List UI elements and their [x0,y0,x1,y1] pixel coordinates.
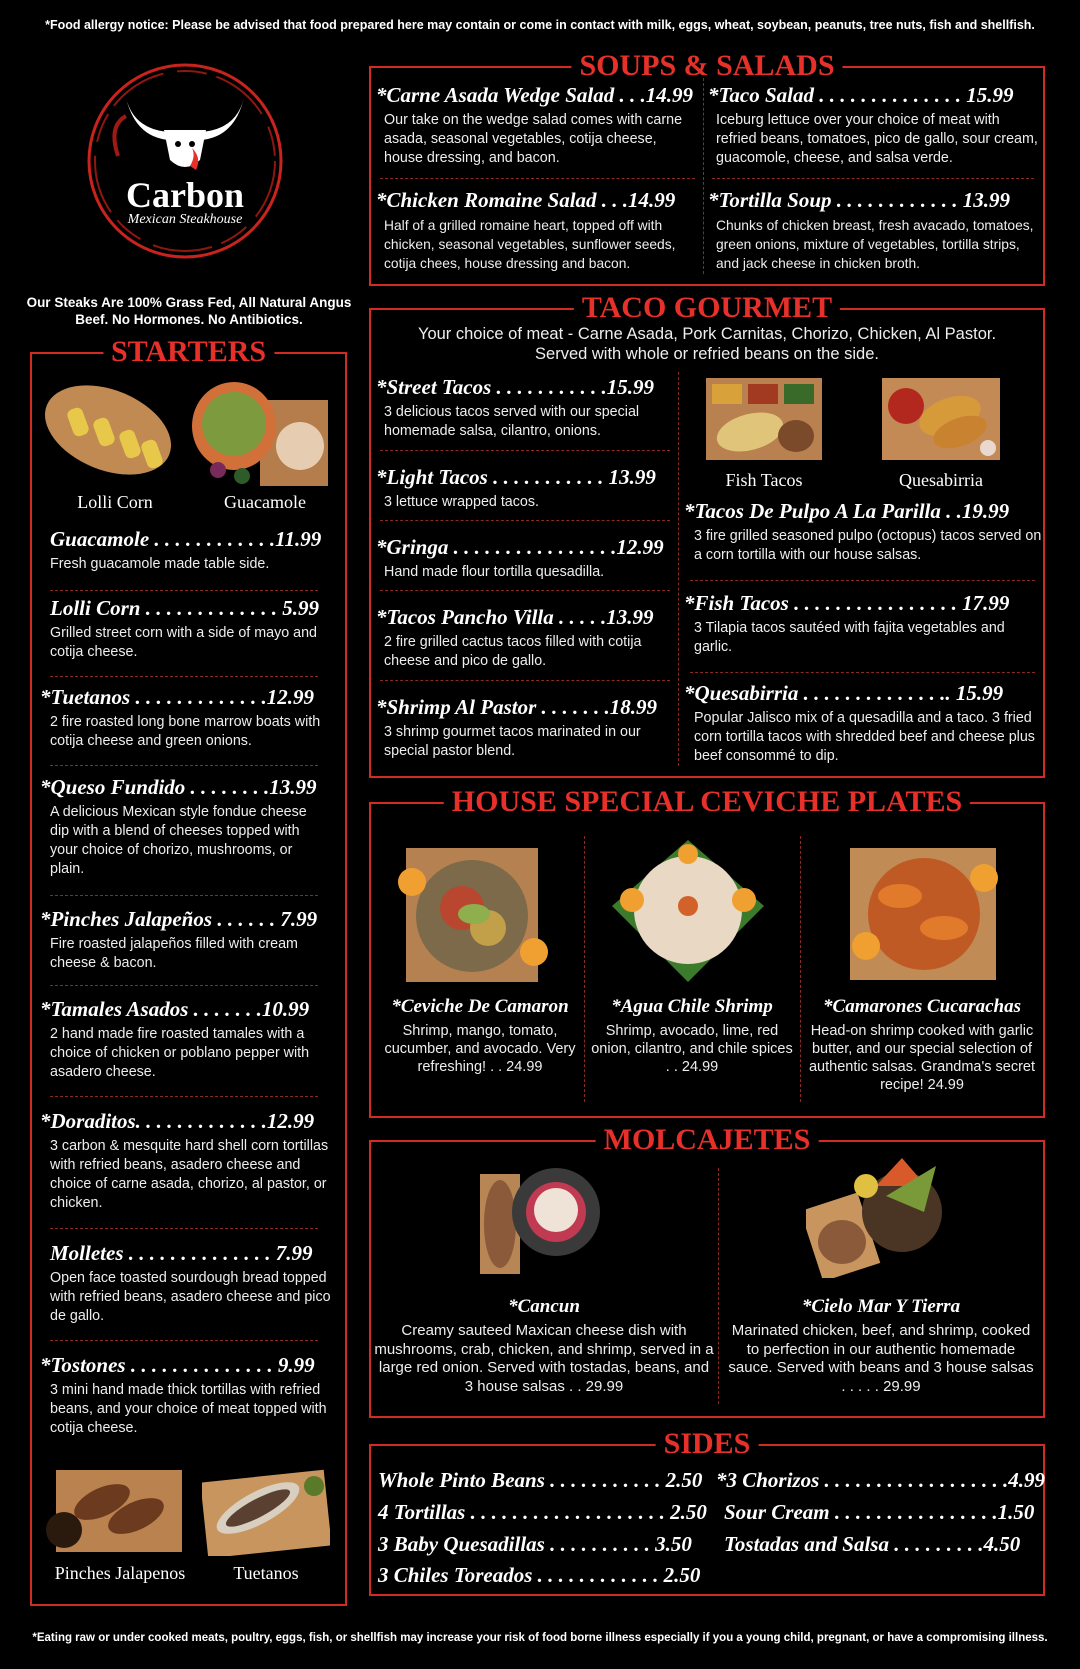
item-name: *Light Tacos . . . . . . . . . . . 13.99 [376,465,656,489]
item-desc: Our take on the wedge salad comes with carne asada, seasonal vegetables, cotija cheese, house dressing, and bacon. [384,112,683,166]
pinches-jalapenos-photo [44,1468,184,1556]
item-desc: Half of a grilled romaine heart, topped off with chicken, seasonal vegetables, sunflower seeds, cotija chees, house dressing and bacon. [384,218,676,271]
item-desc: Marinated chicken, beef, and shrimp, cooked to perfection in our authentic homemade sauce. Served with beans and 3 house salsas . . . . . 29.99 [728,1322,1034,1395]
item-desc: Fresh guacamole made table side. [50,556,270,572]
tagline: Our Steaks Are 100% Grass Fed, All Natural Angus Beef. No Hormones. No Antibiotics. [26,295,352,327]
tacos-intro-1: Your choice of meat - Carne Asada, Pork Carnitas, Chorizo, Chicken, Al Pastor. [417,325,997,343]
raw-food-notice: *Eating raw or under cooked meats, poultry, eggs, fish, or shellfish may increase your risk of food borne illness especially if you a young child, pregnant, or have a compromising illness. [32,1632,1048,1644]
soups-title: SOUPS & SALADS [571,48,842,84]
side-item: *3 Chorizos . . . . . . . . . . . . . . . . . .4.99 [716,1468,1046,1492]
side-item: Sour Cream . . . . . . . . . . . . . . . .1.50 [724,1500,1035,1524]
item-name: *Gringa . . . . . . . . . . . . . . . .12.99 [376,535,664,559]
ceviche-item-cucarachas [804,996,1040,1094]
molcajetes-title: MOLCAJETES [596,1122,819,1158]
fish-tacos-photo [704,376,824,462]
item-desc: Grilled street corn with a side of mayo and cotija cheese. [50,625,317,660]
item-name: *Shrimp Al Pastor . . . . . . .18.99 [376,695,658,719]
item-name: *Doraditos. . . . . . . . . . . . .12.99 [40,1109,315,1133]
soup-item-carne-asada-wedge [376,82,698,168]
guacamole-photo [190,380,330,488]
bull-icon [126,98,244,167]
item-name: *Cancun [508,1296,580,1317]
lolli-corn-photo [40,378,176,482]
item-name: Guacamole . . . . . . . . . . . .11.99 [50,527,322,551]
ceviche-title: HOUSE SPECIAL CEVICHE PLATES [444,784,970,820]
side-item: 3 Baby Quesadillas . . . . . . . . . . 3.50 [378,1532,692,1556]
brand-name: Carbon [125,175,245,215]
item-name: *Tuetanos . . . . . . . . . . . . .12.99 [40,685,314,709]
logo-ring [78,56,292,266]
side-item: 4 Tortillas . . . . . . . . . . . . . . . . . . . 2.50 [378,1500,707,1524]
item-name: *Tamales Asados . . . . . . .10.99 [40,997,310,1021]
camarones-cucarachas-photo [840,838,1006,990]
item-desc: Fire roasted jalapeños filled with cream cheese & bacon. [50,936,298,971]
item-desc: Open face toasted sourdough bread topped with refried beans, asadero cheese and pico de gallo. [50,1270,331,1324]
cancun-photo [474,1162,604,1278]
side-item: Whole Pinto Beans . . . . . . . . . . . 2.50 [378,1468,703,1492]
item-desc: 2 fire grilled cactus tacos filled with cotija cheese and pico de gallo. [384,634,642,669]
photo-caption-guacamole: Guacamole [224,492,306,512]
item-desc: Shrimp, mango, tomato, cucumber, and avocado. Very refreshing! . . 24.99 [384,1023,576,1075]
cielo-mar-y-tierra-photo [806,1156,950,1278]
starter-item-tostones [40,1352,340,1438]
item-desc: 2 hand made fire roasted tamales with a choice of chicken or poblano pepper with asadero cheese. [50,1026,310,1080]
photo-caption-tuetanos: Tuetanos [233,1563,299,1583]
item-desc: 3 carbon & mesquite hard shell corn tortillas with refried beans, asadero cheese and choice of carne asada, chorizo, al pastor, or chicken. [50,1138,329,1211]
item-name: *Ceviche De Camaron [391,996,569,1017]
starter-item-pinches-jalapenos [40,906,340,973]
item-name: *Pinches Jalapeños . . . . . . 7.99 [40,907,318,931]
item-desc: 2 fire roasted long bone marrow boats with cotija cheese and green onions. [50,714,321,749]
item-desc: 3 fire grilled seasoned pulpo (octopus) tacos served on a corn tortilla with our house salsas. [694,528,1042,563]
logo [78,56,292,266]
starter-item-molletes [50,1240,340,1326]
quesabirria-photo [880,376,1002,462]
item-name: *Fish Tacos . . . . . . . . . . . . . . . . 17.99 [684,591,1010,615]
item-name: *Agua Chile Shrimp [611,996,773,1017]
item-name: *Cielo Mar Y Tierra [801,1296,961,1317]
starter-item-guacamole [50,526,340,574]
taco-item-pulpo [684,498,1042,565]
molcajete-item-cancun [374,1296,714,1396]
starter-item-doraditos [40,1108,340,1213]
taco-item-shrimp-al-pastor [376,694,676,761]
soup-item-chicken-romaine [376,187,704,273]
allergy-notice: *Food allergy notice: Please be advised that food prepared here may contain or come in contact with milk, eggs, wheat, soybean, peanuts, tree nuts, fish and shellfish. [45,18,1035,32]
item-name: *Tacos Pancho Villa . . . . .13.99 [376,605,654,629]
item-desc: Iceburg lettuce over your choice of meat with refried beans, tomatoes, pico de gallo, sour cream, guacomole, cheese, and salsa verde. [716,112,1038,166]
agua-chile-shrimp-photo [608,836,768,986]
soup-item-taco-salad [708,82,1040,168]
tacos-title: TACO GOURMET [574,290,840,326]
item-desc: Creamy sauteed Maxican cheese dish with mushrooms, crab, chicken, and shrimp, served in a large red onion. Served with tostadas, beans, and 3 house salsas . . 29.99 [374,1322,714,1395]
taco-item-pancho-villa [376,604,676,671]
taco-item-street-tacos [376,374,676,441]
photo-caption-fish-tacos: Fish Tacos [725,470,803,490]
item-desc: 3 Tilapia tacos sautéed with fajita vegetables and garlic. [694,620,1005,655]
molcajete-item-cielo-mar-y-tierra [726,1296,1036,1396]
photo-caption-pinches-jalapenos: Pinches Jalapenos [54,1563,186,1583]
side-item: 3 Chiles Toreados . . . . . . . . . . . . 2.50 [378,1563,701,1587]
item-desc: Chunks of chicken breast, fresh avacado, tomatoes, green onions, mixture of vegetables, tortilla strips, and jack cheese in chicken broth. [716,218,1034,271]
item-desc: A delicious Mexican style fondue cheese dip with a blend of cheeses topped with your choice of chorizo, mushrooms, or plain. [50,804,307,877]
item-desc: Popular Jalisco mix of a quesadilla and a taco. 3 fried corn tortilla tacos with shredded beef and cheese plus beef consommé to dip. [694,710,1035,764]
tuetanos-photo [202,1464,330,1556]
sides-title: SIDES [656,1426,759,1462]
taco-item-gringa [376,534,676,582]
item-desc: 3 mini hand made thick tortillas with refried beans, and your choice of meat topped with cotija cheese. [50,1382,327,1436]
starter-item-queso-fundido [40,774,340,879]
starter-item-lolli-corn [50,595,340,662]
photo-caption-lolli-corn: Lolli Corn [77,492,153,512]
taco-item-quesabirria [684,680,1042,766]
item-desc: Shrimp, avocado, lime, red onion, cilantro, and chile spices . . 24.99 [591,1023,793,1075]
item-name: *Tortilla Soup . . . . . . . . . . . . 13.99 [708,188,1011,212]
item-name: *Quesabirria . . . . . . . . . . . . . .. 15.99 [684,681,1004,705]
item-name: Molletes . . . . . . . . . . . . . . 7.99 [50,1241,313,1265]
item-name: *Camarones Cucarachas [823,996,1021,1017]
ceviche-de-camaron-photo [392,842,552,990]
item-name: *Taco Salad . . . . . . . . . . . . . . 15.99 [708,83,1014,107]
soup-item-tortilla-soup [708,187,1042,273]
item-desc: 3 shrimp gourmet tacos marinated in our special pastor blend. [384,724,641,759]
item-desc: Head-on shrimp cooked with garlic butter, and our special selection of authentic salsas. Grandma's secret recipe! 24.99 [808,1023,1035,1093]
photo-caption-quesabirria: Quesabirria [899,470,983,490]
item-desc: 3 delicious tacos served with our special homemade salsa, cilantro, onions. [384,404,640,439]
item-desc: Hand made flour tortilla quesadilla. [384,564,605,580]
item-name: *Tostones . . . . . . . . . . . . . . 9.99 [40,1353,315,1377]
item-name: *Queso Fundido . . . . . . . .13.99 [40,775,317,799]
item-name: *Carne Asada Wedge Salad . . .14.99 [376,83,693,107]
item-name: *Tacos De Pulpo A La Parilla . .19.99 [684,499,1010,523]
brand-subtitle: Mexican Steakhouse [127,212,243,227]
item-name: *Street Tacos . . . . . . . . . . .15.99 [376,375,655,399]
ceviche-item-camaron [380,996,580,1076]
taco-item-fish-tacos [684,590,1042,657]
item-desc: 3 lettuce wrapped tacos. [384,494,539,510]
starter-item-tamales-asados [40,996,340,1082]
item-name: Lolli Corn . . . . . . . . . . . . . 5.99 [50,596,319,620]
taco-item-light-tacos [376,464,676,512]
tacos-intro-2: Served with whole or refried beans on the side. [535,345,879,363]
item-name: *Chicken Romaine Salad . . .14.99 [376,188,676,212]
starter-item-tuetanos [40,684,340,751]
ceviche-item-agua-chile [588,996,796,1076]
side-item: Tostadas and Salsa . . . . . . . . .4.50 [724,1532,1021,1556]
starters-title: STARTERS [103,334,274,370]
